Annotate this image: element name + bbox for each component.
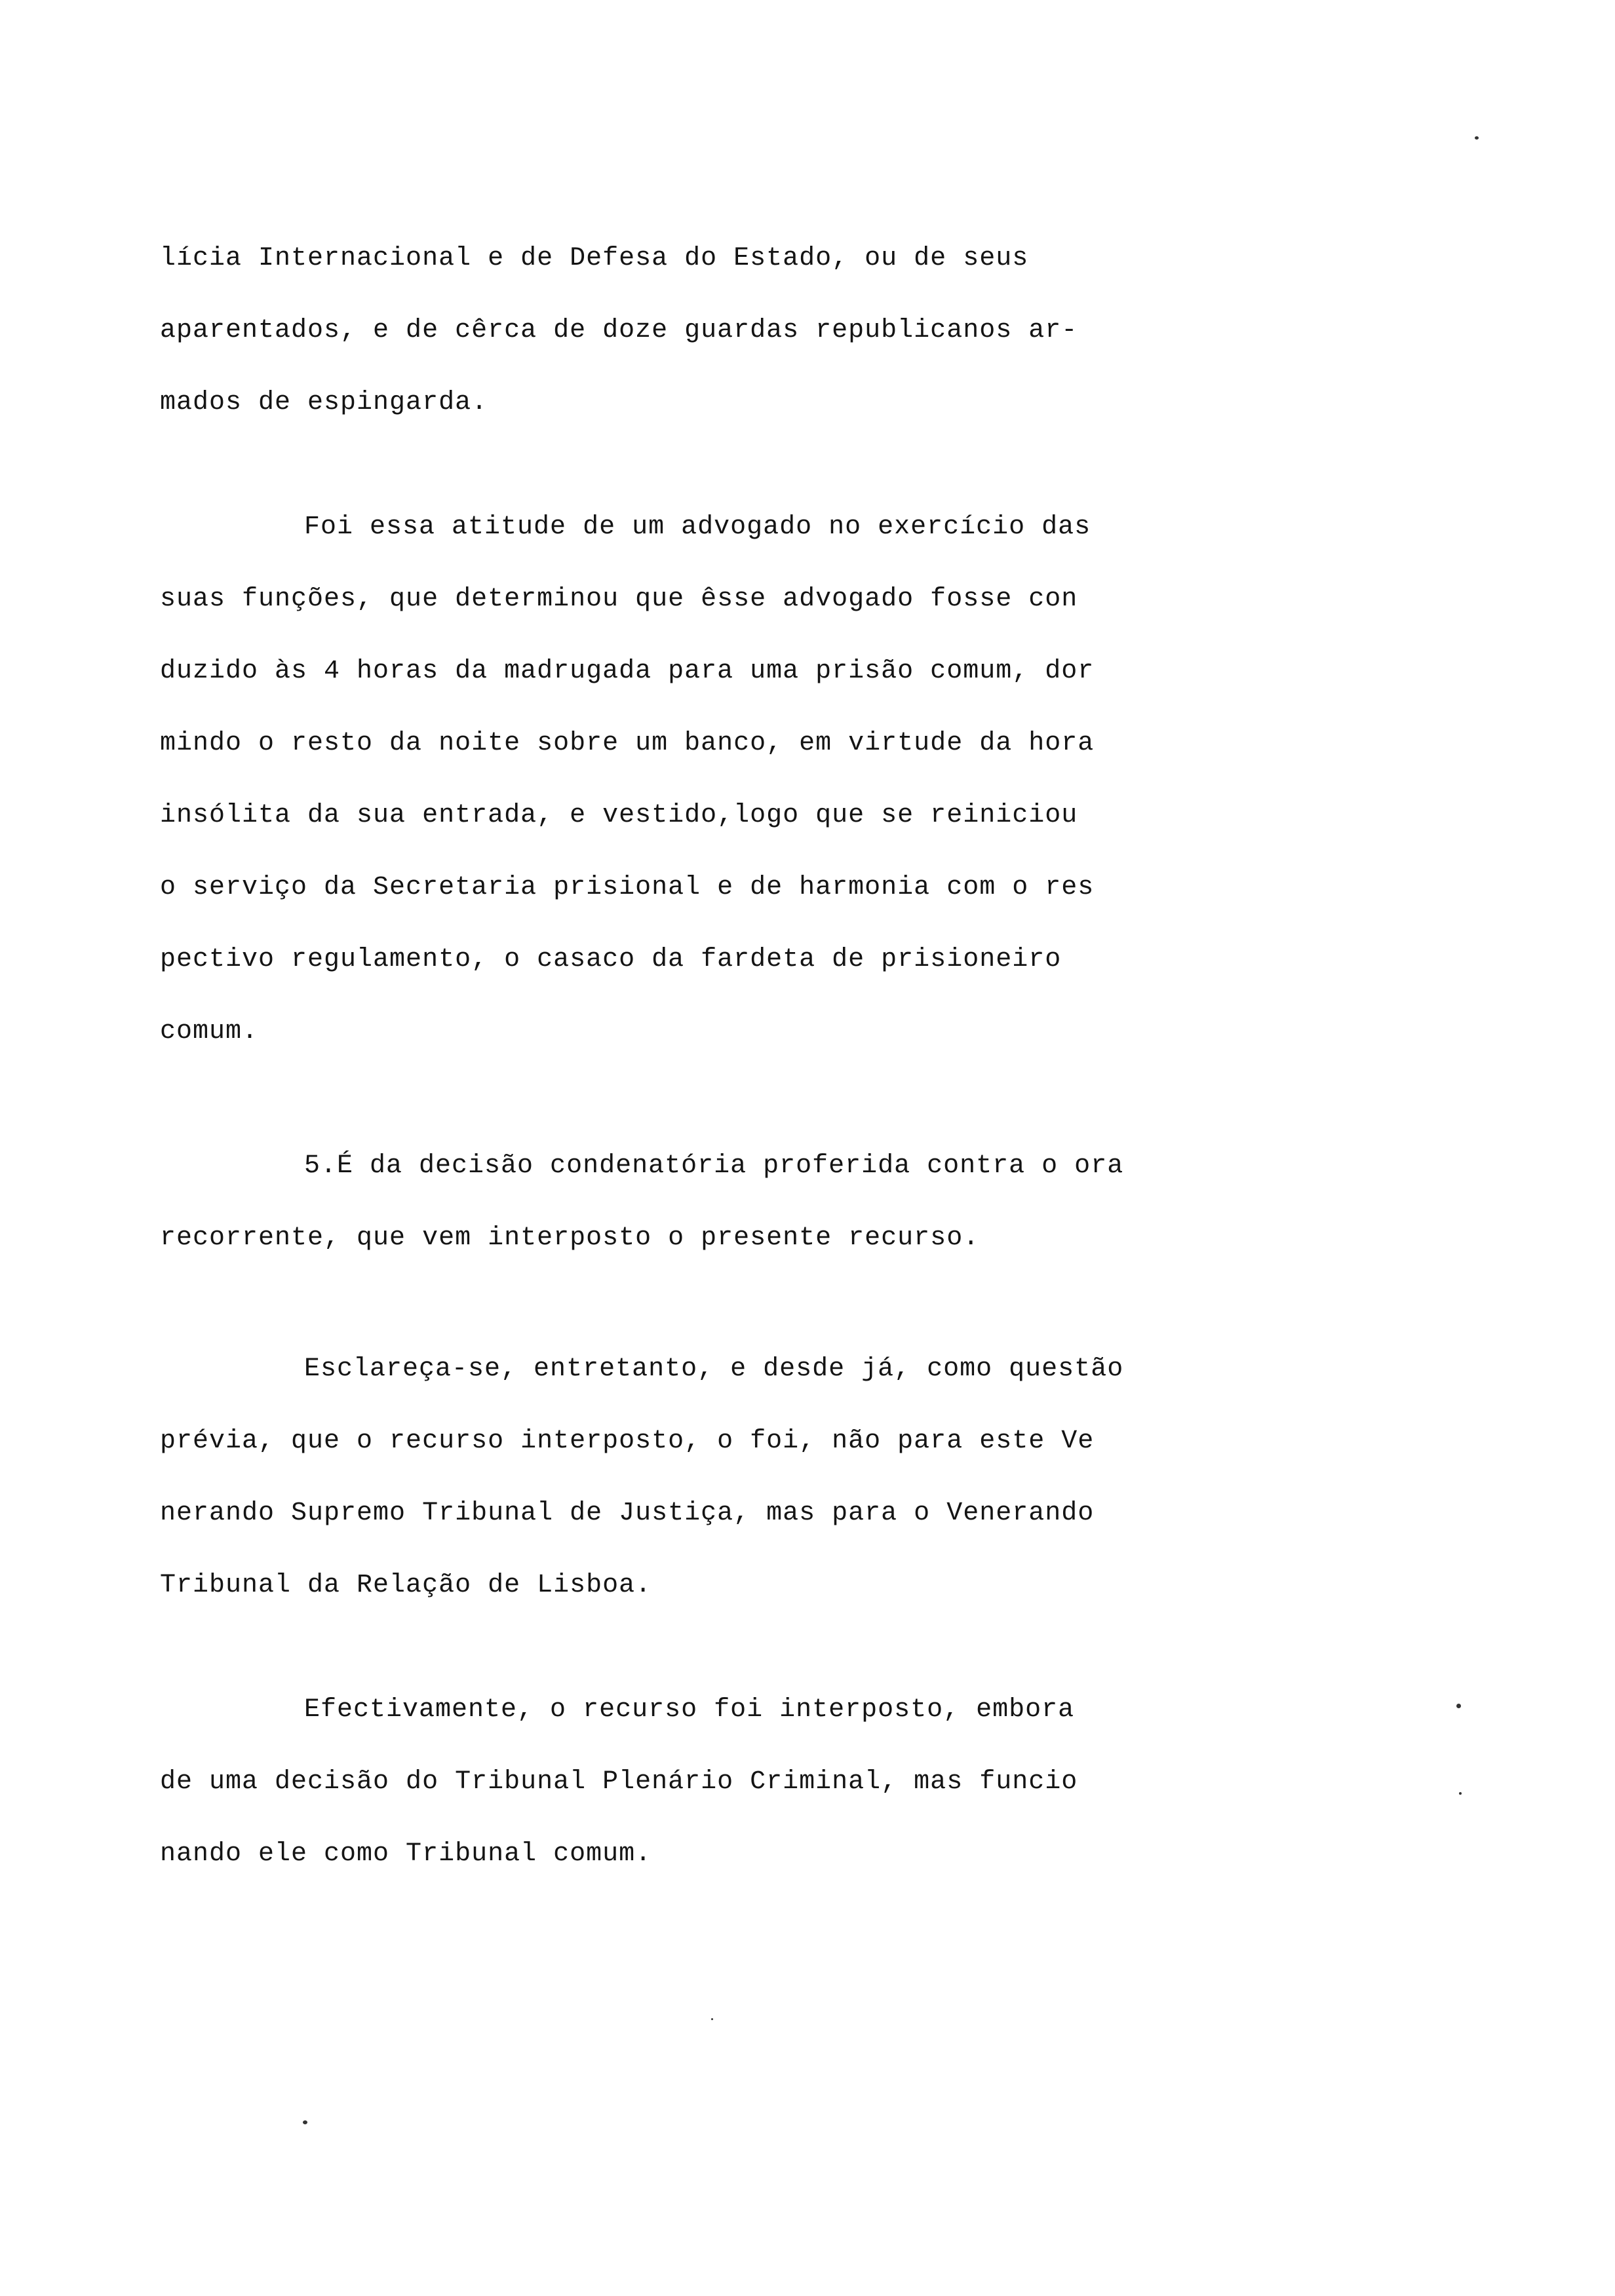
scan-speck bbox=[1456, 1704, 1461, 1708]
text-line: comum. bbox=[160, 1017, 259, 1046]
text-line: Efectivamente, o recurso foi interposto, embora bbox=[304, 1695, 1075, 1725]
scan-speck bbox=[1475, 136, 1479, 140]
scan-speck bbox=[1459, 1792, 1462, 1795]
text-line: Esclareça-se, entretanto, e desde já, como questão bbox=[304, 1354, 1124, 1384]
text-line: pectivo regulamento, o casaco da fardeta de prisioneiro bbox=[160, 945, 1062, 974]
paragraph-1 bbox=[160, 223, 1222, 439]
text-line: prévia, que o recurso interposto, o foi, não para este Ve bbox=[160, 1426, 1095, 1456]
text-line: nerando Supremo Tribunal de Justiça, mas para o Venerando bbox=[160, 1499, 1095, 1528]
text-line: Foi essa atitude de um advogado no exercício das bbox=[304, 512, 1091, 542]
paragraph-4 bbox=[160, 1333, 1222, 1622]
text-line: nando ele como Tribunal comum. bbox=[160, 1839, 652, 1869]
paragraph-3 bbox=[160, 1130, 1222, 1274]
scan-speck bbox=[711, 2018, 713, 2020]
paragraph-5 bbox=[160, 1674, 1222, 1890]
text-line: mindo o resto da noite sobre um banco, em virtude da hora bbox=[160, 729, 1095, 758]
text-line: de uma decisão do Tribunal Plenário Criminal, mas funcio bbox=[160, 1767, 1078, 1797]
text-line: lícia Internacional e de Defesa do Estado, ou de seus bbox=[160, 244, 1029, 273]
text-line: o serviço da Secretaria prisional e de harmonia com o res bbox=[160, 873, 1095, 902]
paragraph-2 bbox=[160, 491, 1222, 1068]
text-line: aparentados, e de cêrca de doze guardas republicanos ar- bbox=[160, 316, 1078, 345]
text-line: insólita da sua entrada, e vestido,logo que se reiniciou bbox=[160, 801, 1078, 830]
text-line: mados de espingarda. bbox=[160, 388, 488, 417]
text-line: Tribunal da Relação de Lisboa. bbox=[160, 1571, 652, 1600]
text-line: recorrente, que vem interposto o presente recurso. bbox=[160, 1223, 980, 1253]
text-line: suas funções, que determinou que êsse advogado fosse con bbox=[160, 584, 1078, 614]
text-line: 5.É da decisão condenatória proferida contra o ora bbox=[304, 1151, 1124, 1181]
text-line: duzido às 4 horas da madrugada para uma prisão comum, dor bbox=[160, 657, 1095, 686]
scan-speck bbox=[303, 2120, 307, 2124]
